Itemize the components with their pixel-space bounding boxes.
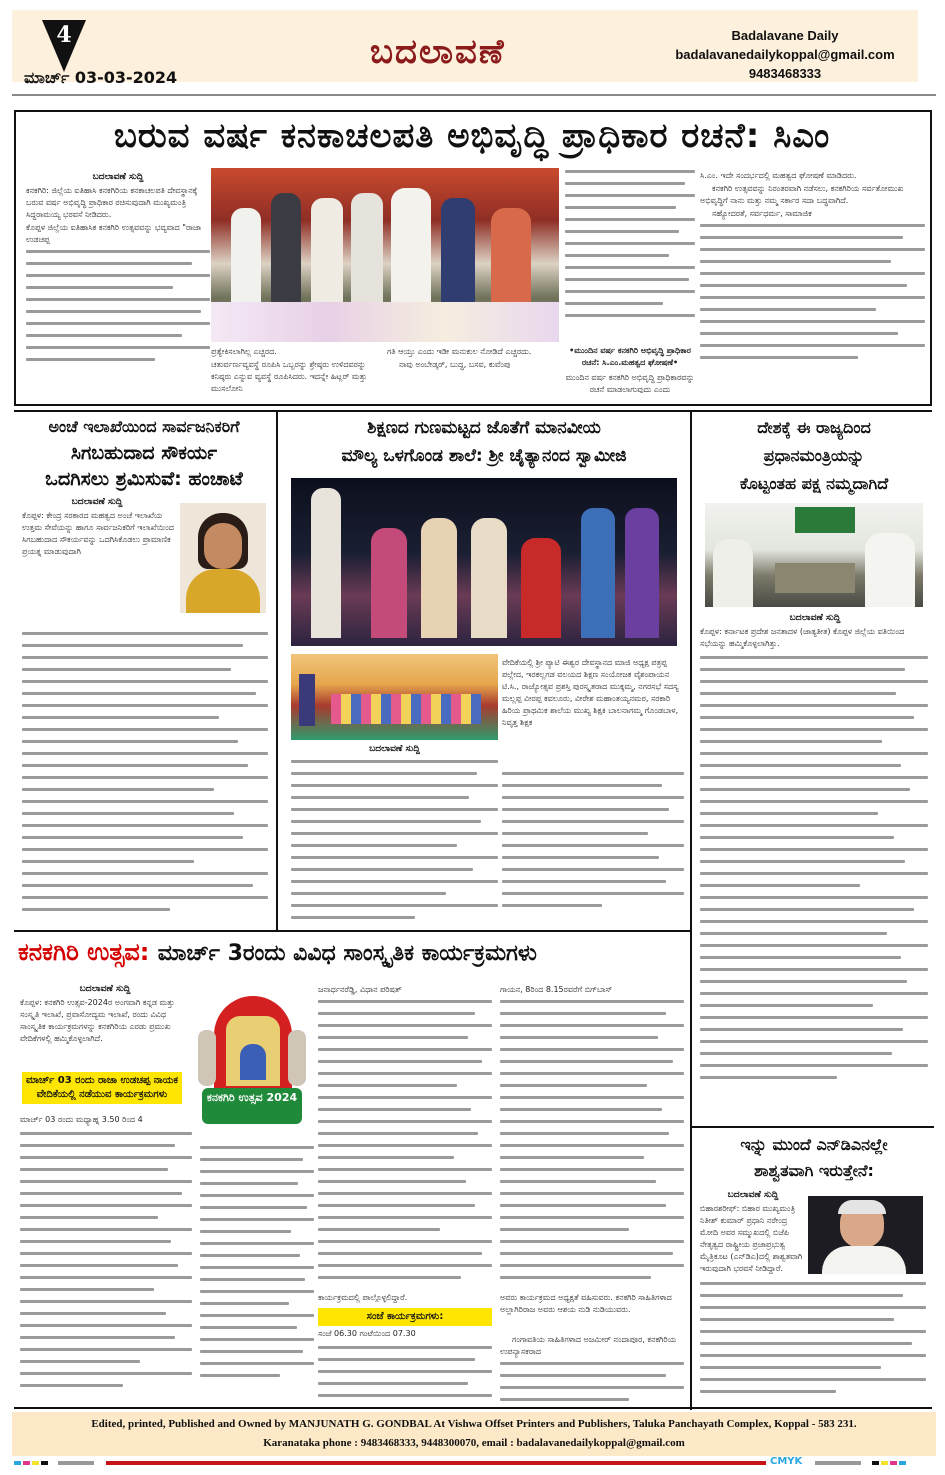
- lead-caption-1: ಪ್ರತ್ಯೇಕಿಸಲಾಗಿಲ್ಲ ಎಚ್ಚರದ.: [211, 347, 277, 356]
- festival-evening-box: ಸಂಜೆ ಕಾರ್ಯಕ್ರಮಗಳು:: [318, 1308, 492, 1326]
- festival-col1-body: [20, 1132, 192, 1404]
- festival-evening-text: ಸಂಜೆ 06.30 ಗಂಟೆಯಿಂದ 07.30: [318, 1329, 416, 1338]
- registration-black-right: [872, 1461, 879, 1465]
- festival-headline-red: ಕನಕಗಿರಿ ಉತ್ಸವ:: [18, 938, 150, 966]
- column-divider-left: [276, 410, 278, 930]
- nda-headline-line-1: ಇನ್ನು ಮುಂದೆ ಎನ್‌ಡಿಎನಲ್ಲೇ: [740, 1135, 888, 1154]
- lead-col1-para-2: ಕೊಪ್ಪಳ ಜಿಲ್ಲೆಯ ಐತಿಹಾಸಿಕ ಕನಕಗಿರಿ ಉತ್ಸವವನ್ನು ಭವ್ಯವಾದ "ರಾಜಾ ಉಡಚಪ್ಪ: [26, 223, 202, 244]
- column-divider-right: [690, 410, 692, 1410]
- lead-col3-after-quote: ಮುಂದಿನ ವರ್ಷ ಕನಕಗಿರಿ ಅಭಿವೃದ್ಧಿ ಪ್ರಾಧಿಕಾರವನ್ನು ರಚನೆ ಮಾಡಲಾಗುವುದು ಎಂದು: [565, 373, 695, 394]
- right-article-byline: ಬದಲಾವಣೆ ಸುದ್ದಿ: [789, 613, 841, 623]
- registration-cyan: [14, 1461, 21, 1465]
- imprint-line-1: Edited, printed, Published and Owned by MANJUNATH G. GONDBAL At Vishwa Offset Printers and Publishers, Taluka Panchayath Complex, Koppal - 583 231.: [91, 1418, 857, 1430]
- footer-divider: [14, 1407, 932, 1409]
- left-headline-line-1: ಅಂಚೆ ಇಲಾಖೆಯಿಂದ ಸಾರ್ವಜನಿಕರಿಗೆ: [48, 417, 240, 436]
- imprint-line-2: Karanataka phone : 9483468333, 9448300070, email : badalavanedailykoppal@gmail.com: [263, 1437, 685, 1449]
- festival-col2-top: ಜನಾರ್ಧನರೆಡ್ಡಿ, ವಿಧಾನ ಪರಿಷತ್: [318, 985, 402, 994]
- issue-date: ಮಾರ್ಚ್ 03-03-2024: [24, 68, 178, 87]
- registration-yellow-right: [881, 1461, 888, 1465]
- lead-column-4: [700, 170, 925, 402]
- imprint-footer: [12, 1412, 936, 1456]
- masthead-divider: [12, 94, 936, 96]
- lead-column-3-body: [565, 170, 695, 330]
- festival-col3-top: ಗಾಯನ, 8ರಿಂದ 8.15ರವರೆಗೆ ಬಿಗ್‌ಬಾಸ್: [500, 985, 613, 994]
- registration-magenta-right: [890, 1461, 897, 1465]
- lead-col1-para-1: ಕನಕಗಿರಿ: ಜಿಲ್ಲೆಯ ಐತಿಹಾಸಿ ಕನಕಗಿರಿಯ ಕನಕಾಚಲಪತಿ ದೇವಸ್ಥಾನಕ್ಕೆ ಬರುವ ವರ್ಷ ಅಭಿವೃದ್ಧಿ ಪ್ರಾಧಿಕಾರ ರಚಿಸುವುದಾಗಿ ಮುಖ್ಯಮಂತ್ರಿ ಸಿದ್ದರಾಮಯ್ಯ ಭರವಸೆ ನೀಡಿದರು.: [26, 186, 198, 219]
- lead-photo-caption-block: [211, 346, 381, 402]
- festival-headline-black: ಮಾರ್ಚ್ 3ರಂದು ವಿವಿಧ ಸಾಂಸ್ಕೃತಿಕ ಕಾರ್ಯಕ್ರಮಗಳು: [157, 941, 537, 966]
- registration-gray: [58, 1461, 94, 1465]
- registration-cyan-right: [899, 1461, 906, 1465]
- center-headline-line-1: ಶಿಕ್ಷಣದ ಗುಣಮಟ್ಟದ ಜೊತೆಗೆ ಮಾನವೀಯ: [367, 418, 601, 438]
- festival-col3-next: ಗಂಗಾವತಿಯ ಸಾಹಿತಿಗಳಾದ ಅಜಮೀರ್ ನಂದಾಪೂರ, ಕನಕಗಿರಿಯ ಉಪನ್ಯಾಸಕರಾದ: [500, 1335, 677, 1356]
- page-number: 4: [56, 22, 72, 48]
- nda-article-photo: [808, 1196, 923, 1274]
- festival-col3-body-end: [500, 1362, 684, 1406]
- festival-lead: ಕೊಪ್ಪಳ: ಕನಕಗಿರಿ ಉತ್ಸವ-2024ರ ಅಂಗವಾಗಿ ಕನ್ನಡ ಮತ್ತು ಸಂಸ್ಕೃತಿ ಇಲಾಖೆ, ಪ್ರವಾಸೋದ್ಯಮ ಇಲಾಖೆ, ರಂದು ವಿವಿಧ ಸಾಂಸ್ಕೃತಿಕ ಕಾರ್ಯಕ್ರಮಗಳನ್ನು ಕನಕಗಿರಿಯ ಎರಡು ಪ್ರಮುಖ ವೇದಿಕೆಗಳಲ್ಲಿ ಹಮ್ಮಿಕೊಳ್ಳಲಾಗಿದೆ.: [20, 998, 175, 1043]
- lead-col3-end: ನಾವು ಅಂಬೇಡ್ಕರ್, ಬುದ್ಧ, ಬಸವ, ಕುವೆಂಪು: [399, 360, 511, 369]
- lead-pullquote: •ಮುಂದಿನ ವರ್ಷ ಕನಕಗಿರಿ ಅಭಿವೃದ್ಧಿ ಪ್ರಾಧಿಕಾರ ರಚನೆ: ಸಿ.ಎಂ.ಮಹತ್ವದ ಘೋಷಣೆ•: [569, 346, 691, 367]
- right-article-lead: ಕೊಪ್ಪಳ: ಕರ್ನಾಟಕ ಪ್ರದೇಶ ಜನತಾದಳ (ಜಾತ್ಯತೀತ) ಕೊಪ್ಪಳ ಜಿಲ್ಲೆಯ ವತಿಯಿಂದ ಸಭೆಯನ್ನು ಹಮ್ಮಿಕೊಳ್ಳಲಾಗಿತ್ತು.: [700, 627, 905, 648]
- newspaper-logo: ಬದಲಾವಣೆ: [370, 32, 506, 72]
- festival-byline: ಬದಲಾವಣೆ ಸುದ್ದಿ: [79, 984, 131, 994]
- left-headline-line-2: ಸಿಗಬಹುದಾದ ಸೌಕರ್ಯ: [70, 442, 218, 464]
- lead-col4-para-2: ಕನಕಗಿರಿ ಉತ್ಸವವನ್ನು ನಿರಂತರವಾಗಿ ನಡೆಸಲು, ಕನಕಗಿರಿಯ ಸರ್ವತೋಮುಖ ಅಭಿವೃದ್ಧಿಗೆ ನಾನು ಮತ್ತು ನಮ್ಮ ಸರ್ಕಾರ ಸದಾ ಬದ್ಧವಾಗಿದೆ.: [700, 184, 904, 205]
- center-article-right-lead: ವೇದಿಕೆಯಲ್ಲಿ ಶ್ರೀ ಪ್ಯಾಟಿ ಈಶ್ವರ ದೇವಸ್ಥಾನದ ಮಾಜಿ ಅಧ್ಯಕ್ಷ ಪತ್ರಪ್ಪ ಪಲ್ಲೇದ, ಇರಕಲ್ಲಗಡ ವಲಯದ ಶಿಕ್ಷಣ ಸಂಯೋಜಕ ವೈಶಂಪಾಯನ ಟಿ.ಸಿ., ರಾಜ್ಯೋತ್ಸವ ಪ್ರಶಸ್ತಿ ಪುರಸ್ಕೃತರಾದ ಮುಕ್ಕಮ್ಮ, ನಗರಸಭೆ ಸದಸ್ಯ ಮಲ್ಲಪ್ಪ ವೀರಪ್ಪ ಕವಲೂರು, ವೀರೇಶ ಮಹಾಂತಯ್ಯನಮಠ, ಸರಕಾರಿ ಹಿರಿಯ ಪ್ರಾಥಮಿಕ ಶಾಲೆಯ ಮುಖ್ಯ ಶಿಕ್ಷಕಿ ಬಾಲನಾಗಮ್ಮ ಗೊಂಡಬಾಳ, ನಿವೃತ್ತ ಶಿಕ್ಷಕ: [502, 658, 679, 727]
- festival-after-box: ಮಾರ್ಚ್ 03 ರಂದು ಮಧ್ಯಾಹ್ನ 3.50 ರಿಂದ 4: [20, 1115, 143, 1124]
- registration-red-bar: [106, 1461, 766, 1465]
- festival-highlight-box: ಮಾರ್ಚ್ 03 ರಂದು ರಾಜಾ ಉಡಚಪ್ಪ ನಾಯಕ ವೇದಿಕೆಯಲ್ಲಿ ನಡೆಯುವ ಕಾರ್ಯಕ್ರಮಗಳು: [22, 1072, 182, 1104]
- left-article-headline: [14, 414, 274, 492]
- festival-headline: [18, 938, 688, 966]
- lead-caption-3: ಗತಿ ಆಯ್ತು ಎಂದು ಇಡೀ ಮನುಕುಲ ನೋಡಿದೆ ಎಚ್ಚರದು.: [387, 347, 532, 356]
- lead-headline: ಬರುವ ವರ್ಷ ಕನಕಾಚಲಪತಿ ಅಭಿವೃದ್ಧಿ ಪ್ರಾಧಿಕಾರ ರಚನೆ: ಸಿಎಂ: [113, 116, 831, 156]
- masthead-contact: [660, 26, 910, 83]
- nda-headline-line-2: ಶಾಶ್ವತವಾಗಿ ಇರುತ್ತೇನೆ:: [754, 1161, 874, 1180]
- festival-col2-body-end: [318, 1346, 492, 1406]
- lead-photo-caption-right: [387, 346, 559, 402]
- festival-col3-body: [500, 1000, 684, 1290]
- left-article-lead: ಕೊಪ್ಪಳ: ಕೇಂದ್ರ ಸರಕಾರದ ಮಹತ್ವದ ಅಂಚೆ ಇಲಾಖೆಯ ಉತ್ತಮ ಸೇವೆಯನ್ನು ಹಾಗೂ ಸಾರ್ವಜನಿಕರಿಗೆ ಇಲಾಖೆಯಿಂದ ಸಿಗಬಹುದಾದ ಸೌಕರ್ಯವನ್ನು ಒದಗಿಸಿಕೊಡಲು ಪ್ರಾಮಾಣಿಕ ಪ್ರಯತ್ನ ಮಾಡುವುದಾಗಿ: [22, 511, 174, 556]
- contact-phone: 9483468333: [748, 66, 822, 81]
- lead-col1-body: [26, 250, 210, 370]
- lead-byline: ಬದಲಾವಣೆ ಸುದ್ದಿ: [92, 172, 144, 182]
- center-article-headline: [280, 414, 688, 470]
- right-headline-line-1: ದೇಶಕ್ಕೆ ಈ ರಾಜ್ಯದಿಂದ: [757, 418, 871, 437]
- registration-magenta: [23, 1461, 30, 1465]
- center-photo-main: [291, 478, 677, 646]
- right-headline-line-2: ಪ್ರಧಾನಮಂತ್ರಿಯನ್ನು: [763, 446, 865, 465]
- lead-col4-para-1: ಸಿ.ಎಂ. ಇದೇ ಸಂದರ್ಭದಲ್ಲಿ ಮಹತ್ವದ ಘೋಷಣೆ ಮಾಡಿದರು.: [700, 171, 857, 180]
- festival-col3-text: ಅವರು ಕಾರ್ಯಕ್ರಮದ ಅಧ್ಯಕ್ಷತೆ ವಹಿಸುವರು. ಕನಕಗಿರಿ ಸಾಹಿತಿಗಳಾದ ಅಲ್ಲಾಗಿರಿರಾಜ ಅವರು ಆಶಯ ನುಡಿ ನುಡಿಯುವರು.: [500, 1293, 672, 1314]
- registration-black: [41, 1461, 48, 1465]
- festival-col2-before-box: ಕಾರ್ಯಕ್ರಮದಲ್ಲಿ ಪಾಲ್ಗೊಳ್ಳಲಿದ್ದಾರೆ.: [318, 1293, 408, 1302]
- left-article-byline: ಬದಲಾವಣೆ ಸುದ್ದಿ: [71, 497, 123, 507]
- right-article-photo: [705, 503, 923, 607]
- festival-col1b-body: [200, 1146, 314, 1406]
- nda-article-headline: [694, 1132, 934, 1184]
- kanakagiri-utsav-logo: [196, 986, 308, 1136]
- cmyk-label: CMYK: [770, 1456, 803, 1467]
- lead-caption-2: ಚತುರ್ವರ್ಣವ್ಯವಸ್ಥೆ ರೂಪಿಸಿ ಒಬ್ಬರನ್ನು ಶ್ರೇಷ್ಠರು ಉಳಿದವರನ್ನು ಕನಿಷ್ಠರು ಎನ್ನುವ ವ್ಯವಸ್ಥೆ ರೂಪಿಸಿದರು. ಇದನ್ನೇ ಹಿಟ್ಲರ್ ಮತ್ತು ಮುಸಲೋನಿ: [211, 360, 367, 393]
- lead-col4-para-3: ಸಹ್ಯೋದರತೆ, ಸರ್ವಧರ್ಮ, ಸಾಮಾಜಿಕ: [712, 209, 812, 218]
- lead-column-1: [26, 185, 210, 400]
- nda-article-byline: ಬದಲಾವಣೆ ಸುದ್ದಿ: [727, 1190, 779, 1200]
- section-divider: [14, 410, 932, 412]
- registration-gray-right: [815, 1461, 861, 1465]
- contact-email[interactable]: badalavanedailykoppal@gmail.com: [675, 47, 895, 62]
- center-article-body-left: [291, 760, 498, 924]
- right-article-headline: [694, 414, 934, 498]
- registration-yellow: [32, 1461, 39, 1465]
- center-article-body-right: [502, 772, 684, 924]
- lead-col4-body: [700, 224, 925, 368]
- nda-article-lead: ಬಿಹಾರಶರೀಫ್: ಬಿಹಾರ ಮುಖ್ಯಮಂತ್ರಿ ನಿತೀಶ್ ಕುಮಾರ್ ಪ್ರಧಾನಿ ನರೇಂದ್ರ ಮೋದಿ ಅವರ ಸಮ್ಮುಖದಲ್ಲಿ ಬಿಜೆಪಿ ನೇತೃತ್ವದ ರಾಷ್ಟ್ರೀಯ ಪ್ರಜಾಪ್ರಭುತ್ವ ಮೈತ್ರಿಕೂಟ (ಎನ್‌ಡಿಎ)ದಲ್ಲಿ ಶಾಶ್ವತವಾಗಿ ಇರುವುದಾಗಿ ಭರವಸೆ ನೀಡಿದ್ದಾರೆ.: [700, 1204, 803, 1273]
- festival-col2-body: [318, 1000, 492, 1290]
- left-article-body: [22, 632, 268, 922]
- center-photo-children: [291, 654, 498, 740]
- center-article-byline: ಬದಲಾವಣೆ ಸುದ್ದಿ: [369, 744, 420, 754]
- right-article-body: [700, 656, 928, 1116]
- logo-text: ಕನಕಗಿರಿ ಉತ್ಸವ 2024: [202, 1088, 302, 1124]
- nda-divider: [692, 1126, 934, 1128]
- newspaper-name: Badalavane Daily: [731, 28, 839, 43]
- lead-photo: [211, 168, 559, 342]
- right-headline-line-3: ಕೊಟ್ಟಂತಹ ಪಕ್ಷ ನಮ್ಮದಾಗಿದೆ: [739, 474, 889, 493]
- festival-divider: [14, 930, 692, 932]
- center-headline-line-2: ಮೌಲ್ಯ ಒಳಗೊಂಡ ಶಾಲೆ: ಶ್ರೀ ಚೈತ್ಯಾನಂದ ಸ್ವಾಮೀಜಿ: [341, 446, 627, 466]
- left-headline-line-3: ಒದಗಿಸಲು ಶ್ರಮಿಸುವೆ: ಹಂಚಾಟೆ: [45, 468, 243, 490]
- nda-article-body: [700, 1282, 926, 1406]
- left-article-portrait: [180, 503, 266, 613]
